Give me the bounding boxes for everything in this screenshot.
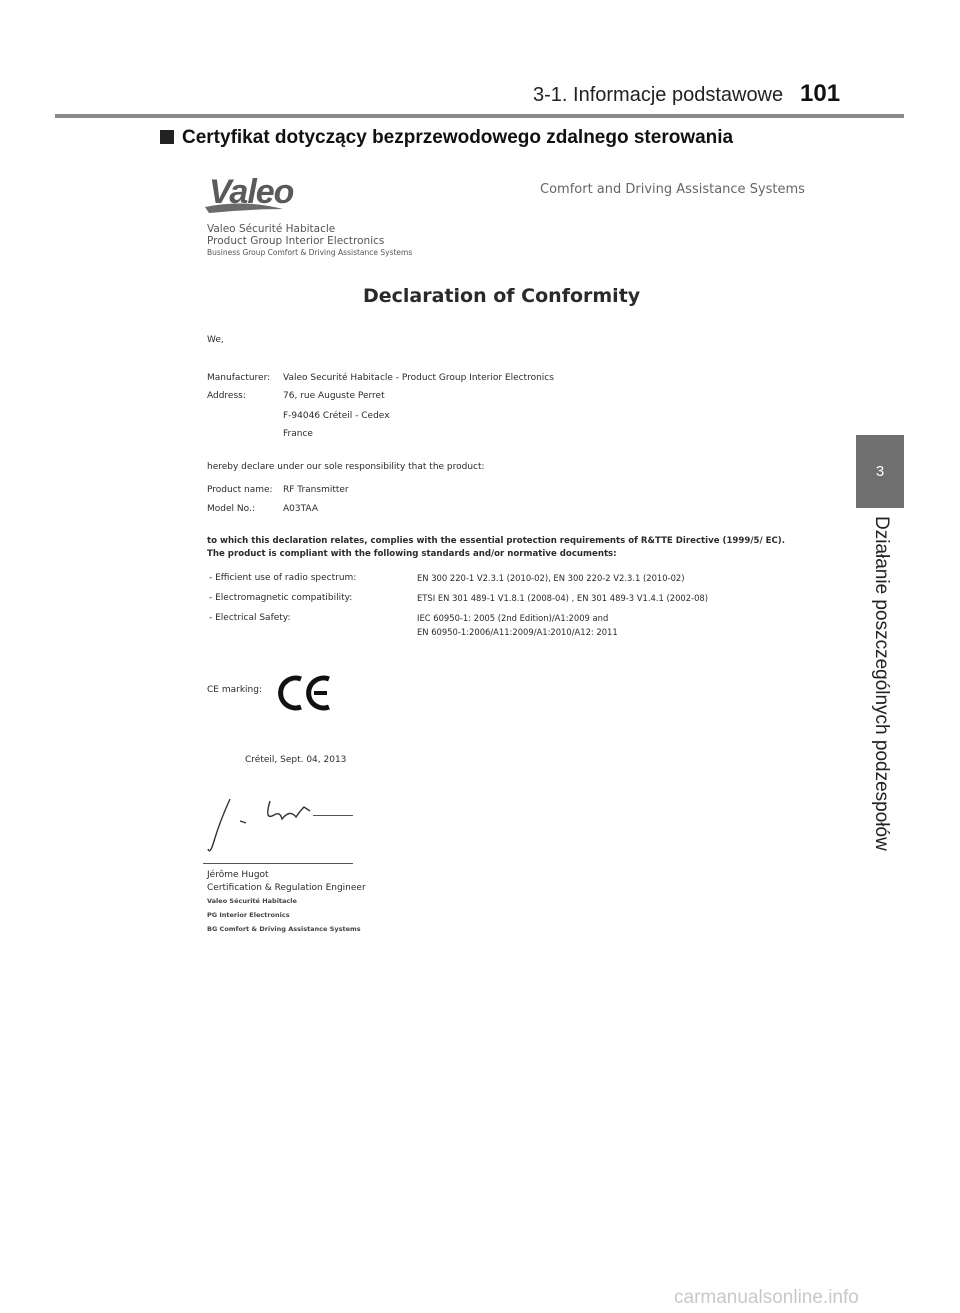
- org-line: Valeo Sécurité Habitacle: [207, 223, 336, 235]
- signer-line: BG Comfort & Driving Assistance Systems: [207, 925, 361, 933]
- address-line: France: [283, 429, 313, 439]
- bullet-square-icon: [160, 130, 174, 144]
- org-line: Business Group Comfort & Driving Assistance Systems: [207, 248, 413, 257]
- standard-value: EN 300 220-1 V2.3.1 (2010-02), EN 300 220-2 V2.3.1 (2010-02): [417, 573, 685, 583]
- manufacturer-value: Valeo Securité Habitacle - Product Group Interior Electronics: [283, 373, 554, 383]
- standard-value-cont: EN 60950-1:2006/A11:2009/A1:2010/A12: 2011: [417, 627, 618, 637]
- model-label: Model No.:: [207, 504, 255, 514]
- header-divider: [55, 114, 904, 118]
- org-line: Product Group Interior Electronics: [207, 235, 385, 247]
- site-watermark: carmanualsonline.info: [674, 1287, 859, 1308]
- standard-label: - Electrical Safety:: [209, 613, 291, 623]
- valeo-logo-text: Valeo: [209, 173, 294, 211]
- signature-icon: [200, 791, 360, 861]
- chapter-title-vertical: Działanie poszczególnych podzespołów: [871, 516, 892, 851]
- standard-label: - Efficient use of radio spectrum:: [209, 573, 357, 583]
- relates-text: to which this declaration relates, complies with the essential protection requirements of R&TTE Directive (1999/5/ EC).: [207, 536, 785, 546]
- declare-text: hereby declare under our sole responsibility that the product:: [207, 462, 485, 472]
- compliant-text: The product is compliant with the following standards and/or normative documents:: [207, 549, 617, 559]
- chapter-number: 3: [875, 463, 885, 480]
- standard-value: IEC 60950-1: 2005 (2nd Edition)/A1:2009 and: [417, 613, 609, 623]
- company-tagline: Comfort and Driving Assistance Systems: [540, 182, 805, 197]
- signer-line: Valeo Sécurité Habitacle: [207, 897, 297, 905]
- address-line: F-94046 Créteil - Cedex: [283, 411, 390, 421]
- page-number: 101: [800, 80, 841, 107]
- manufacturer-label: Manufacturer:: [207, 373, 271, 383]
- place-date: Créteil, Sept. 04, 2013: [245, 755, 347, 765]
- section-heading: [160, 127, 733, 149]
- document-title: Declaration of Conformity: [363, 285, 641, 307]
- signature-baseline: [203, 863, 353, 864]
- running-header-title: 3-1. Informacje podstawowe: [533, 84, 784, 106]
- signer-line: PG Interior Electronics: [207, 911, 290, 919]
- section-heading-text: Certyfikat dotyczący bezprzewodowego zdalnego sterowania: [182, 127, 734, 148]
- signature-flourish: [313, 815, 353, 816]
- declaration-of-conformity-scan: [195, 165, 805, 945]
- we-label: We,: [207, 335, 224, 345]
- product-label: Product name:: [207, 485, 273, 495]
- standard-label: - Electromagnetic compatibility:: [209, 593, 353, 603]
- model-value: A03TAA: [283, 504, 318, 514]
- product-value: RF Transmitter: [283, 485, 349, 495]
- standard-value: ETSI EN 301 489-1 V1.8.1 (2008-04) , EN 301 489-3 V1.4.1 (2002-08): [417, 593, 709, 603]
- ce-mark-icon: [277, 673, 333, 713]
- chapter-tab: [856, 435, 904, 508]
- address-label: Address:: [207, 391, 246, 401]
- address-line: 76, rue Auguste Perret: [283, 391, 385, 401]
- signer-name: Jérôme Hugot: [207, 870, 269, 880]
- signer-title: Certification & Regulation Engineer: [207, 883, 366, 893]
- ce-marking-label: CE marking:: [207, 685, 262, 695]
